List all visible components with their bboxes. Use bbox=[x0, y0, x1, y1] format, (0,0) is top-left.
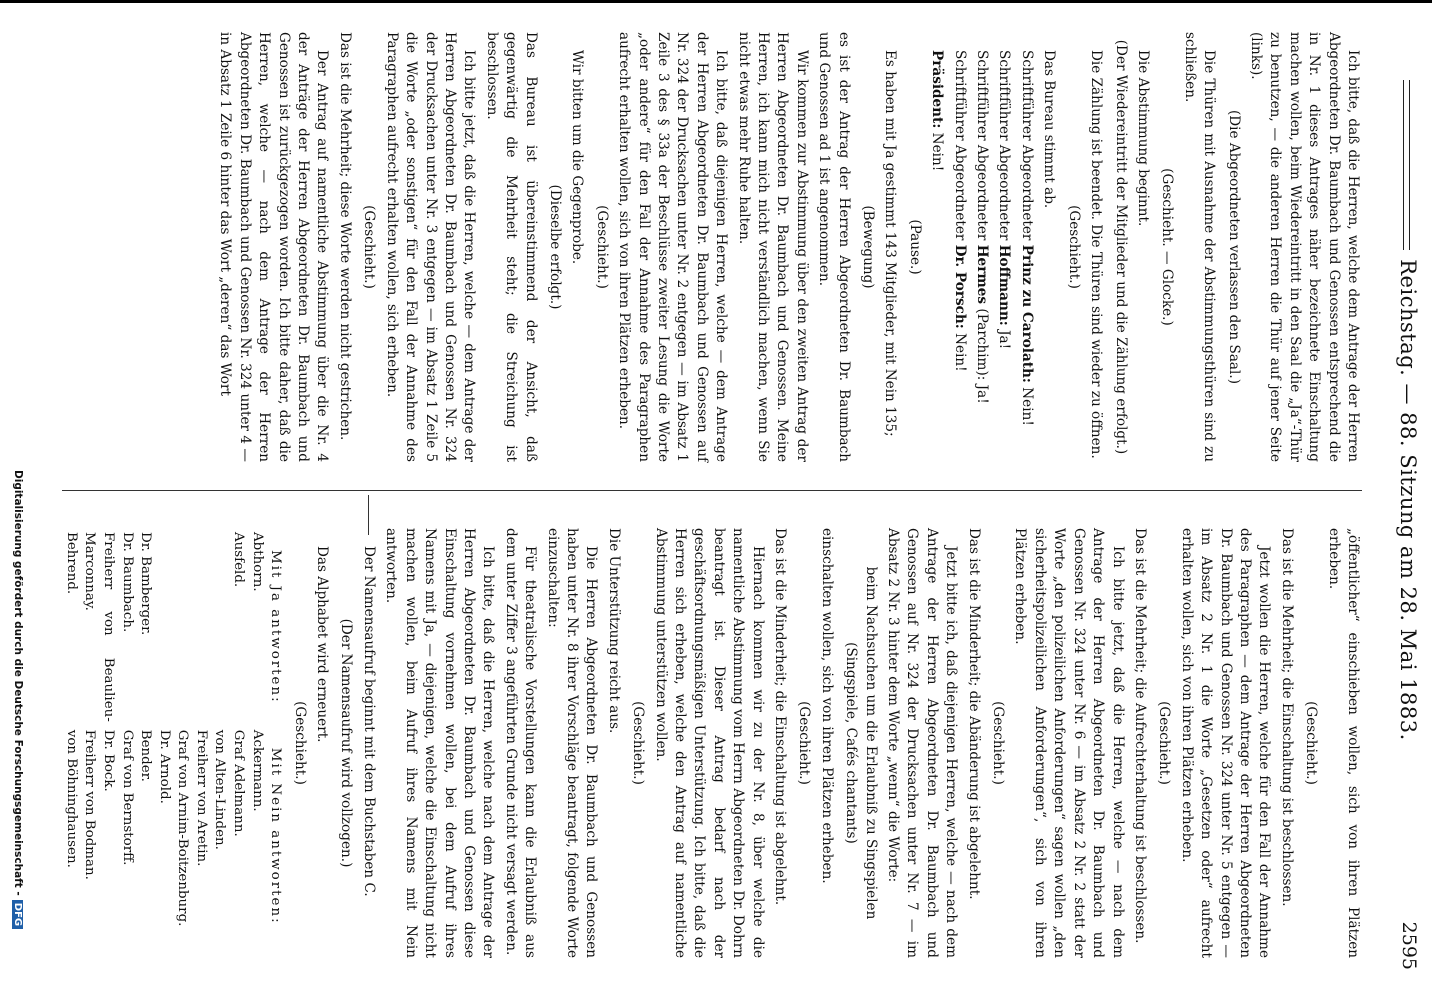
paragraph: Das ist die Minderheit; die Einschaltung ist abgelehnt. bbox=[772, 528, 789, 906]
stage-direction: (Geschieht. — Glocke.) bbox=[1159, 168, 1176, 326]
stage-direction: (Der Namensaufruf wird vollzogen.) bbox=[338, 618, 355, 868]
nein-name: Dr. Bock. bbox=[100, 729, 116, 792]
vote-line bbox=[972, 32, 991, 462]
nein-name: Ackermann. bbox=[249, 729, 265, 812]
paragraph: Wir kommen zur Abstimmung über den zweiten Antrag der Herren Abgeordneten Dr. Baumbach und Genossen. Meine Herren, ich kann mich nicht verständlich machen, wenn Sie nicht etwas mehr Ruhe halten. bbox=[735, 32, 810, 462]
ja-name: Abthorn. bbox=[249, 532, 265, 592]
paragraph: Ich bitte, daß diejenigen Herren, welche — dem Antrage der Herren Abgeordneten Dr. Baumbach und Genossen auf Nr. 324 der Drucksachen unter Nr. 2 entgegen — im Absatz 1 Zeile 3 des § 33a der Beschlüsse zweiter Lesung die Worte „oder andere“ für den Fall der Annahme des Paragraphen aufrecht erhalten wollen, sich von ihren Plätzen erheben. bbox=[616, 32, 730, 462]
president-label: Präsident: bbox=[929, 50, 946, 129]
vote-role: Schriftführer Abgeordneter bbox=[1018, 50, 1035, 241]
nein-name: Freiherr von Aretin. bbox=[193, 729, 209, 867]
ja-name: Behrend. bbox=[63, 532, 79, 595]
vote-answer: Nein! bbox=[951, 333, 968, 372]
stage-direction: (Bewegung) bbox=[860, 205, 877, 289]
quoted-insertion: beim Nachsuchen um die Erlaubniß zu Singspielen (Singspiele, Cafés chantants) bbox=[843, 566, 879, 920]
stage-direction: (Dieselbe erfolgt.) bbox=[546, 184, 563, 310]
paragraph: Hiernach kommen wir zu der Nr. 8, über welche die namentliche Abstimmung vom Herrn Abgeordneten Dr. Dohrn beantragt ist. Dieser Antrag bedarf nach der geschäftsordnungsmäßigen Unterstützung. Ich bitte, daß die Herren sich erheben, welche den Antrag auf namentliche Abstimmung unterstützen wollen. bbox=[652, 528, 766, 958]
nein-name: Dr. Arnold. bbox=[156, 729, 172, 804]
nein-heading: Mit Nein antworten: bbox=[268, 747, 284, 925]
nein-name: Bender. bbox=[138, 729, 154, 782]
paragraph: Wir bitten um die Gegenprobe. bbox=[569, 50, 586, 265]
paragraph: Das ist die Mehrheit; die Aufrechterhaltung ist beschlossen. bbox=[1131, 528, 1148, 944]
nein-name: Graf Adelmann. bbox=[231, 729, 247, 837]
vote-role: Schriftführer Abgeordneter bbox=[974, 50, 991, 241]
page-header bbox=[1372, 0, 1432, 1000]
vote-role: Schriftführer Abgeordneter bbox=[996, 50, 1013, 241]
ja-name: Dr. Baumbach. bbox=[119, 532, 135, 633]
paragraph: Die Unterstützung reicht aus. bbox=[605, 528, 622, 734]
stage-direction: (Geschieht.) bbox=[593, 205, 610, 289]
paragraph: Der Antrag auf namentliche Abstimmung über die Nr. 4 der Anträge der Herren Abgeordneten Dr. Baumbach und Genossen ist zurückgezogen worden. Ich bitte daher, daß die Herren, welche — nach dem Antrage der Herren Abgeordneten Dr. Baumbach und Genossen Nr. 324 unter 4 — in Absatz 1 Zeile 6 hinter das Wort „deren“ das Wort bbox=[217, 32, 331, 462]
paragraph: es ist der Antrag der Herren Abgeordneten Dr. Baumbach und Genossen ad 1 ist angenommen. bbox=[816, 32, 852, 462]
ja-name: Freiherr von Beaulieu-Marconnay. bbox=[82, 532, 116, 722]
vote-line bbox=[1017, 32, 1036, 462]
vote-line bbox=[949, 32, 968, 462]
left-column bbox=[212, 32, 1362, 462]
stage-direction: (Geschieht.) bbox=[630, 701, 647, 785]
nein-name: Freiherr von Bodman. bbox=[82, 729, 98, 880]
paragraph: Das Alphabet wird erneuert. bbox=[314, 546, 331, 743]
paragraph: Jetzt bitte ich, daß diejenigen Herren, welche — nach dem Antrage der Herren Abgeordneten Dr. Baumbach und Genossen auf Nr. 324 der Drucksachen unter Nr. 7 — im Absatz 2 Nr. 3 hinter dem Worte „wenn“ die Worte: bbox=[885, 528, 960, 958]
vote-member: Dr. Porsch: bbox=[951, 244, 968, 329]
stage-direction: (Die Abgeordneten verlassen den Saal.) bbox=[1225, 109, 1242, 384]
vote-answer: Nein! bbox=[929, 132, 946, 172]
paragraph: Das ist die Mehrheit; die Einschaltung ist beschlossen. bbox=[1278, 528, 1295, 907]
paragraph: Die Zählung ist beendet. Die Thüren sind wieder zu öffnen. bbox=[1088, 50, 1105, 459]
dfg-logo: DFG bbox=[12, 900, 23, 929]
paragraph: Das ist die Minderheit; die Abänderung ist abgelehnt. bbox=[965, 528, 982, 900]
digitization-credit bbox=[0, 470, 24, 1000]
paragraph: Jetzt wollen die Herren, welche für den Fall der Annahme des Paragraphen — dem Antrage der Herren Abgeordneten Dr. Baumbach und Genossen Nr. 324 unter Nr. 5 entgegen — im Absatz 2 Nr. 1 die Worte „Gesetzen oder“ aufrecht erhalten wollen, sich von ihren Plätzen erheben. bbox=[1178, 528, 1273, 958]
stage-direction: (Geschieht.) bbox=[796, 701, 813, 785]
vote-line bbox=[927, 32, 946, 462]
stage-direction: (Geschieht.) bbox=[1065, 205, 1082, 289]
roll-call-table bbox=[61, 528, 284, 958]
paragraph: Es haben mit Ja gestimmt 143 Mitglieder, mit Nein 135; bbox=[882, 50, 899, 437]
stage-direction: (Geschieht.) bbox=[361, 205, 378, 289]
stage-direction: (Geschieht.) bbox=[291, 701, 308, 785]
paragraph: Die Herren Abgeordneten Dr. Baumbach und Genossen haben unter Nr. 8 ihrer Vorschläge beantragt, folgende Worte einzuschalten: bbox=[544, 528, 600, 958]
paragraph: Die Thüren mit Ausnahme der Abstimmungsthüren sind zu schließen. bbox=[1181, 32, 1218, 462]
vote-member: Prinz zu Carolath: bbox=[1018, 244, 1035, 383]
vote-member: Hermes bbox=[974, 244, 991, 305]
paragraph: Ich bitte, daß die Herren, welche nach dem Antrage der Herren Abgeordneten Dr. Baumbach und Genossen diese Einschaltung vornehmen wollen, bei dem Aufruf ihres Namens mit Ja, — diejenigen, welche die Einschaltung nicht machen wollen, beim Aufruf ihres Namens mit Nein antworten. bbox=[383, 528, 497, 958]
ja-name: Ausfeld. bbox=[231, 532, 247, 588]
paragraph: Das ist die Mehrheit; diese Worte werden nicht gestrichen. bbox=[336, 32, 353, 441]
paragraph: Der Namensaufruf beginnt mit dem Buchstaben C. bbox=[360, 546, 377, 897]
stage-direction: (Geschieht.) bbox=[1156, 701, 1173, 785]
ja-heading: Mit Ja antworten: bbox=[268, 550, 284, 704]
vote-member: Hoffmann: bbox=[996, 244, 1013, 326]
paragraph: Ich bitte jetzt, daß die Herren, welche — nach dem Antrage der Herren Abgeordneten Dr. Baumbach und Genossen Nr. 324 unter Nr. 6 — im Absatz 2 Nr. 2 statt der Worte „den polizeilichen Anforderungen“ sagen wollen „den sicherheitspolizeilichen Anforderungen“, sich von ihren Plätzen erheben. bbox=[1012, 528, 1126, 958]
paragraph: „öffentlicher“ einschieben wollen, sich von ihren Plätzen erheben. bbox=[1325, 528, 1361, 958]
nein-name: von Alten-Linden. bbox=[212, 729, 228, 850]
stage-direction: (Pause.) bbox=[906, 219, 923, 275]
page-number: 2595 bbox=[1398, 921, 1420, 970]
stage-direction: (Geschieht.) bbox=[1303, 701, 1320, 785]
quoted-insertion: Für theatralische Vorstellungen kann die Erlaubniß aus dem unter Ziffer 3 angeführten Grunde nicht versagt werden. bbox=[502, 528, 539, 958]
vote-line bbox=[994, 32, 1013, 462]
vote-place: (Parchim): bbox=[974, 308, 991, 381]
vote-role: Schriftführer Abgeordneter bbox=[951, 50, 968, 241]
paragraph: Die Abstimmung beginnt. bbox=[1134, 50, 1151, 227]
paragraph: Das Bureau ist übereinstimmend der Ansicht, daß gegenwärtig die Mehrheit steht; die Streichung ist beschlossen. bbox=[483, 32, 539, 462]
stage-direction: (Geschieht.) bbox=[990, 701, 1007, 785]
paragraph: Ich bitte jetzt, daß die Herren, welche — dem Antrage der Herren Abgeordneten Dr. Baumbach und Genossen Nr. 324 der Drucksachen unter Nr. 3 entgegen — im Absatz 1 Zeile 5 die Worte „oder sonstigen“ für den Fall der Annahme des Paragraphen aufrecht erhalten wollen, sich erheben. bbox=[383, 32, 478, 462]
nein-name: Graf von Arnim-Boitzenburg. bbox=[175, 729, 191, 927]
running-head: Reichstag. — 88. Sitzung am 28. Mai 1883. bbox=[1396, 259, 1420, 741]
vote-answer: Ja! bbox=[996, 330, 1013, 350]
paragraph: Das Bureau stimmt ab. bbox=[1041, 50, 1058, 209]
paragraph: einschalten wollen, sich von ihren Plätzen erheben. bbox=[818, 528, 835, 884]
scan-edge-line bbox=[0, 0, 1432, 3]
nein-name: Graf von Bernstorff. bbox=[119, 729, 135, 866]
credit-text: Digitalisierung gefördert durch die Deutsche Forschungsgemeinschaft - bbox=[12, 470, 24, 896]
stage-direction: (Der Wiedereintritt der Mitglieder und die Zählung erfolgt.) bbox=[1112, 39, 1129, 455]
vote-answer: Ja! bbox=[974, 384, 991, 404]
paragraph: Ich bitte, daß die Herren, welche dem Antrage der Herren Abgeordneten Dr. Baumbach und Genossen entsprechend die in Nr. 1 dieses Antrages näher bezeichnete Einschaltung machen wollen, beim Wiedereintritt in den Saal die „Ja“-Thür zu benutzen, — die anderen Herren die Thür auf jener Seite (links). bbox=[1247, 32, 1361, 462]
right-column bbox=[55, 528, 1362, 958]
column-divider bbox=[62, 490, 1362, 491]
ja-name: Dr. Bamberger. bbox=[138, 532, 154, 636]
vote-answer: Nein! bbox=[1018, 387, 1035, 426]
nein-name: von Böhninghausen. bbox=[63, 729, 79, 868]
